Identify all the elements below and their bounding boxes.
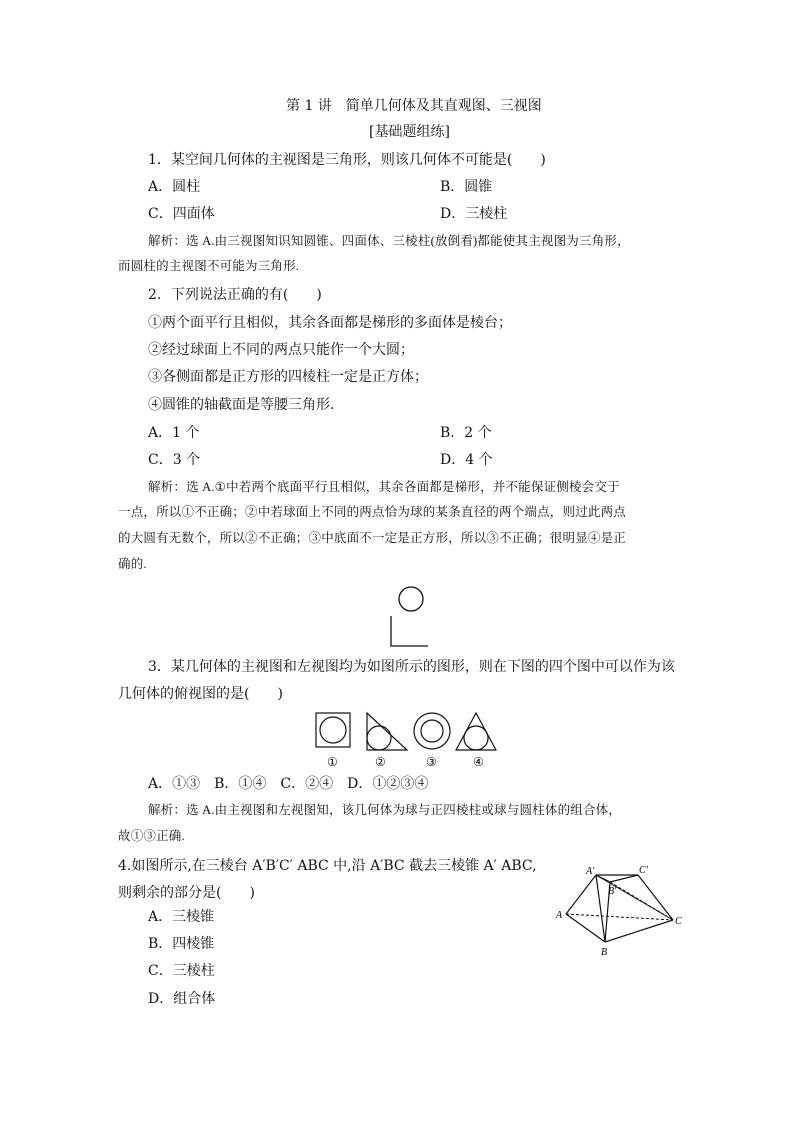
q4-stem: 4.如图所示,在三棱台 A′B′C′ ABC 中,沿 A′BC 截去三棱锥 A′ ABC, <box>118 858 537 874</box>
q2-statement: ③各侧面都是正方形的四棱柱一定是正方体； <box>148 369 428 385</box>
q2-option-a: A．1 个 <box>148 425 200 441</box>
q4-vertex-label: B <box>601 947 608 958</box>
q1-option-d: D．三棱柱 <box>440 206 508 222</box>
q2-statement: ①两个面平行且相似，其余各面都是梯形的多面体是棱台； <box>148 315 512 331</box>
q4-vertex-label: A <box>556 910 563 921</box>
q4-frustum-figure <box>550 860 690 960</box>
q4-option-d: D．组合体 <box>148 991 216 1007</box>
q3-top-view-options-figure <box>313 710 493 772</box>
q1-option-c: C．四面体 <box>148 206 215 222</box>
q4-option-c: C．三棱柱 <box>148 963 215 979</box>
q2-solution-line: 解析：选 A.①中若两个底面平行且相似，其余各面都是梯形，并不能保证侧棱会交于 <box>148 480 620 494</box>
q3-figure-label: ② <box>375 755 386 769</box>
q3-figure-label: ④ <box>473 755 484 769</box>
q4-stem: 则剩余的部分是( ) <box>118 885 255 901</box>
q1-option-b: B．圆锥 <box>440 179 493 195</box>
q3-solution-line: 解析：选 A.由主视图和左视图知，该几何体为球与正四棱柱或球与圆柱体的组合体， <box>148 803 622 817</box>
page-title: 第 1 讲 简单几何体及其直观图、三视图 <box>286 98 542 114</box>
q4-option-b: B．四棱锥 <box>148 936 215 952</box>
q4-vertex-label: B′ <box>608 886 617 897</box>
q2-statement: ②经过球面上不同的两点只能作一个大圆； <box>148 342 414 358</box>
q3-stem: 几何体的俯视图的是( ) <box>118 686 283 702</box>
q3-solution-line: 故①③正确. <box>118 829 185 843</box>
q1-solution-line: 解析：选 A.由三视图知识知圆锥、四面体、三棱柱(放倒看)都能使其主视图为三角形， <box>148 234 630 248</box>
q2-statement: ④圆锥的轴截面是等腰三角形. <box>148 397 335 413</box>
q4-vertex-label: C′ <box>639 865 648 876</box>
page-subtitle: [基础题组练] <box>369 124 450 140</box>
q1-stem: 1．某空间几何体的主视图是三角形，则该几何体不可能是( ) <box>148 152 546 168</box>
q2-stem: 2．下列说法正确的有( ) <box>148 287 322 303</box>
q2-option-d: D．4 个 <box>440 452 493 468</box>
q2-solution-line: 的大圆有无数个，所以②不正确；③中底面不一定是正方形，所以③不正确；很明显④是正 <box>118 531 627 545</box>
q4-vertex-label: A′ <box>586 866 595 877</box>
q1-solution-line: 而圆柱的主视图不可能为三角形. <box>118 259 300 273</box>
q3-front-view-figure <box>380 582 440 652</box>
q3-options: A．①③ B．①④ C．②④ D．①②③④ <box>148 776 429 792</box>
q3-figure-label: ③ <box>426 755 437 769</box>
q3-stem: 3．某几何体的主视图和左视图均为如图所示的图形，则在下图的四个图中可以作为该 <box>148 659 675 675</box>
q4-option-a: A．三棱锥 <box>148 909 215 925</box>
q1-option-a: A．圆柱 <box>148 179 201 195</box>
q2-solution-line: 确的. <box>118 557 147 571</box>
q3-figure-label: ① <box>327 755 338 769</box>
q4-vertex-label: C <box>675 916 682 927</box>
q2-solution-line: 一点，所以①不正确；②中若球面上不同的两点恰为球的某条直径的两个端点，则过此两点 <box>118 505 627 519</box>
q2-option-b: B．2 个 <box>440 425 492 441</box>
q2-option-c: C．3 个 <box>148 452 201 468</box>
